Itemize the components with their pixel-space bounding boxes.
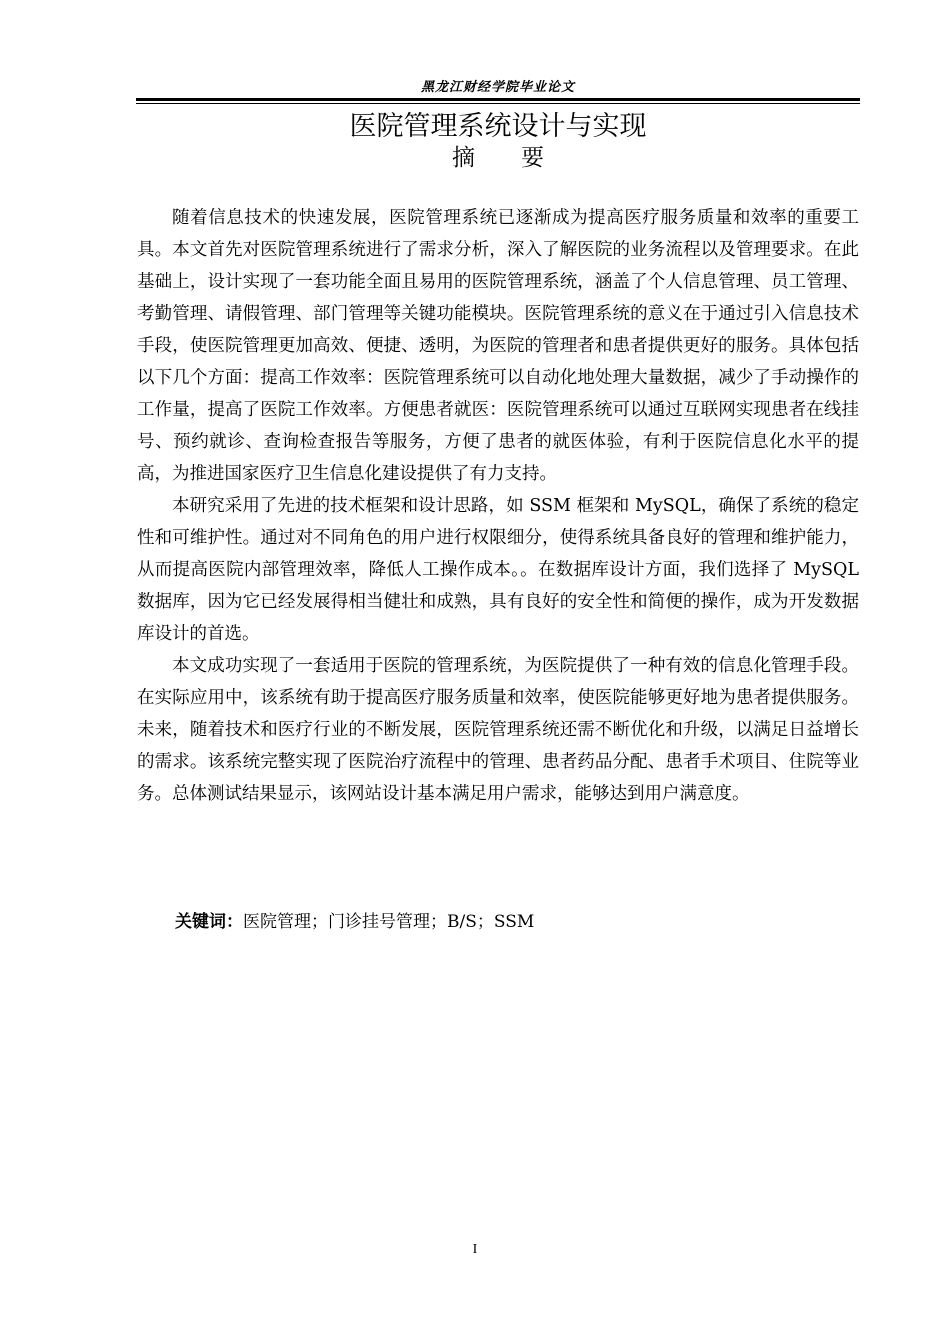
keywords-values: 医院管理；门诊挂号管理；B/S；SSM <box>243 912 535 932</box>
keywords-line <box>175 907 534 932</box>
header-rule-thick <box>136 98 860 101</box>
abstract-heading: 摘 要 <box>452 145 544 171</box>
abstract-paragraph-2: 本研究采用了先进的技术框架和设计思路，如 SSM 框架和 MySQL，确保了系统的稳定性和可维护性。通过对不同角色的用户进行权限细分，使得系统具备良好的管理和维护能力，从而提高医院内部管理效率，降低人工操作成本。。在数据库设计方面，我们选择了 MySQL 数据库，因为它已经发展得相当健壮和成熟，具有良好的安全性和简便的操作，成为开发数据库设计的首选。 <box>137 496 859 644</box>
page-number: I <box>472 1242 478 1257</box>
abstract-paragraph-1: 随着信息技术的快速发展，医院管理系统已逐渐成为提高医疗服务质量和效率的重要工具。本文首先对医院管理系统进行了需求分析，深入了解医院的业务流程以及管理要求。在此基础上，设计实现了一套功能全面且易用的医院管理系统，涵盖了个人信息管理、员工管理、考勤管理、请假管理、部门管理等关键功能模块。医院管理系统的意义在于通过引入信息技术手段，使医院管理更加高效、便捷、透明，为医院的管理者和患者提供更好的服务。具体包括以下几个方面：提高工作效率：医院管理系统可以自动化地处理大量数据，减少了手动操作的工作量，提高了医院工作效率。方便患者就医：医院管理系统可以通过互联网实现患者在线挂号、预约就诊、查询检查报告等服务，方便了患者的就医体验，有利于医院信息化水平的提高，为推进国家医疗卫生信息化建设提供了有力支持。 <box>137 208 859 484</box>
keywords-label: 关键词： <box>175 912 243 932</box>
thesis-title: 医院管理系统设计与实现 <box>349 111 647 142</box>
running-header: 黑龙江财经学院毕业论文 <box>420 80 575 95</box>
abstract-paragraph-3: 本文成功实现了一套适用于医院的管理系统，为医院提供了一种有效的信息化管理手段。在实际应用中，该系统有助于提高医疗服务质量和效率，使医院能够更好地为患者提供服务。未来，随着技术和医疗行业的不断发展，医院管理系统还需不断优化和升级，以满足日益增长的需求。该系统完整实现了医院治疗流程中的管理、患者药品分配、患者手术项目、住院等业务。总体测试结果显示，该网站设计基本满足用户需求，能够达到用户满意度。 <box>137 656 859 804</box>
abstract-body <box>137 202 859 810</box>
